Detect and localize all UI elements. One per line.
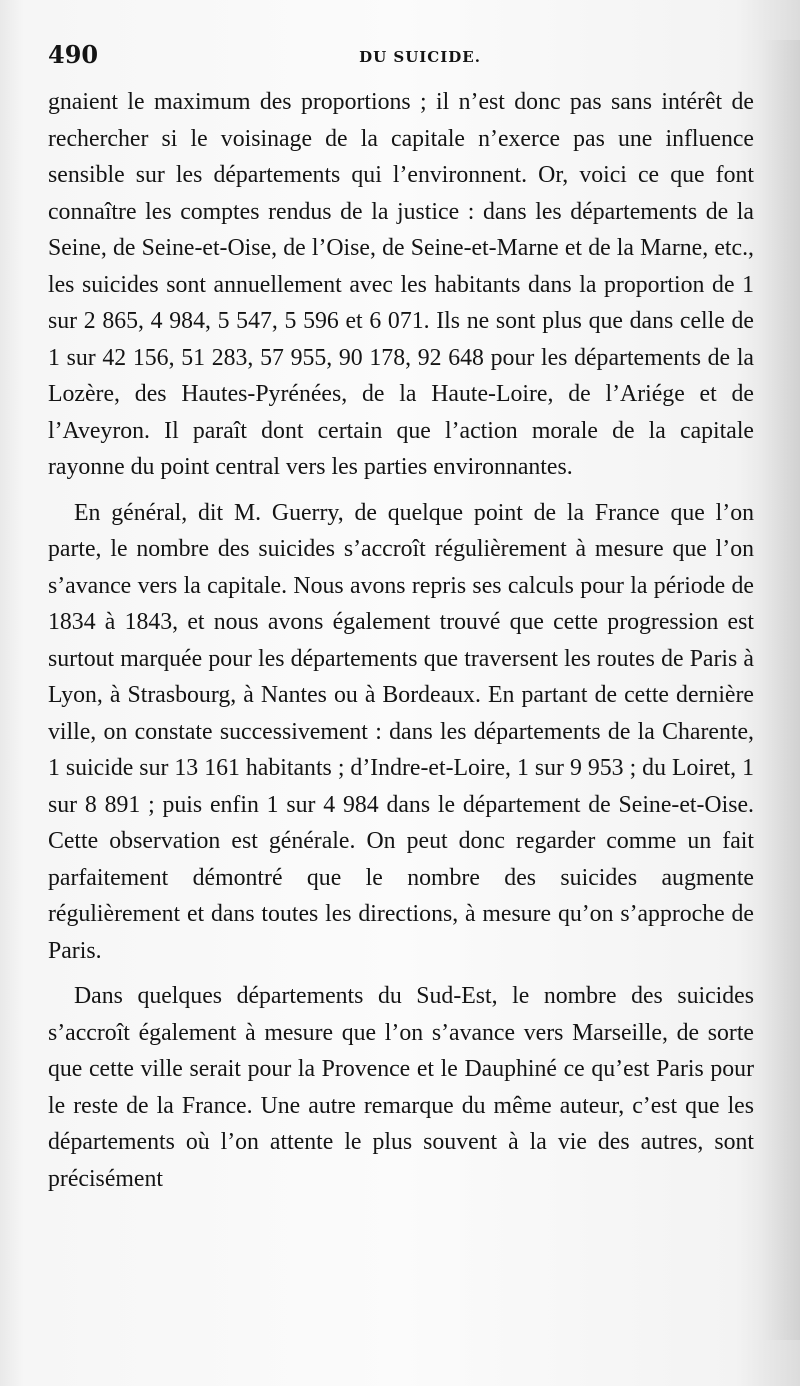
paragraph-guerry: En général, dit M. Guerry, de quelque point de la France que l’on parte, le nombre des suicides s’accroît régulièrement à mesure que l’on s’avance vers la capitale. Nous avons repris ses calculs pour la période de 1834 à 1843, et nous avons également trouvé que cette progression est surtout marquée pour les départements que traversent les routes de Paris à Lyon, à Strasbourg, à Nantes ou à Bordeaux. En partant de cette dernière ville, on constate successivement : dans les départements de la Charente, 1 suicide sur 13 161 habitants ; d’Indre-et-Loire, 1 sur 9 953 ; du Loiret, 1 sur 8 891 ; puis enfin 1 sur 4 984 dans le département de Seine-et-Oise. Cette observation est générale. On peut donc regarder comme un fait parfaitement démontré que le nombre des suicides augmente régulièrement et dans toutes les directions, à mesure qu’on s’approche de Paris. (48, 499, 754, 964)
running-title: DU SUICIDE. (359, 48, 481, 66)
page-number: 490 (48, 40, 99, 69)
paragraph-continuation: gnaient le maximum des proportions ; il n’est donc pas sans intérêt de rechercher si le voisinage de la capitale n’exerce pas une influence sensible sur les départements qui l’environnent. Or, voici ce que font connaître les comptes rendus de la justice : dans les départements de la Seine, de Seine-et-Oise, de l’Oise, de Seine-et-Marne et de la Marne, etc., les suicides sont annuellement avec les habitants dans la proportion de 1 sur 2 865, 4 984, 5 547, 5 596 et 6 071. Ils ne sont plus que dans celle de 1 sur 42 156, 51 283, 57 955, 90 178, 92 648 pour les départements de la Lozère, des Hautes-Pyrénées, de la Haute-Loire, de l’Ariége et de l’Aveyron. Il paraît dont certain que l’action morale de la capitale rayonne du point central vers les parties environnantes. (48, 89, 754, 480)
page-header (48, 40, 752, 76)
body-text (48, 84, 754, 1206)
page-shadow (760, 40, 800, 1340)
paragraph-sud-est: Dans quelques départements du Sud-Est, le nombre des suicides s’accroît également à mesure que l’on s’avance vers Marseille, de sorte que cette ville serait pour la Provence et le Dauphiné ce qu’est Paris pour le reste de la France. Une autre remarque du même auteur, c’est que les départements où l’on attente le plus souvent à la vie des autres, sont précisément (48, 983, 754, 1192)
